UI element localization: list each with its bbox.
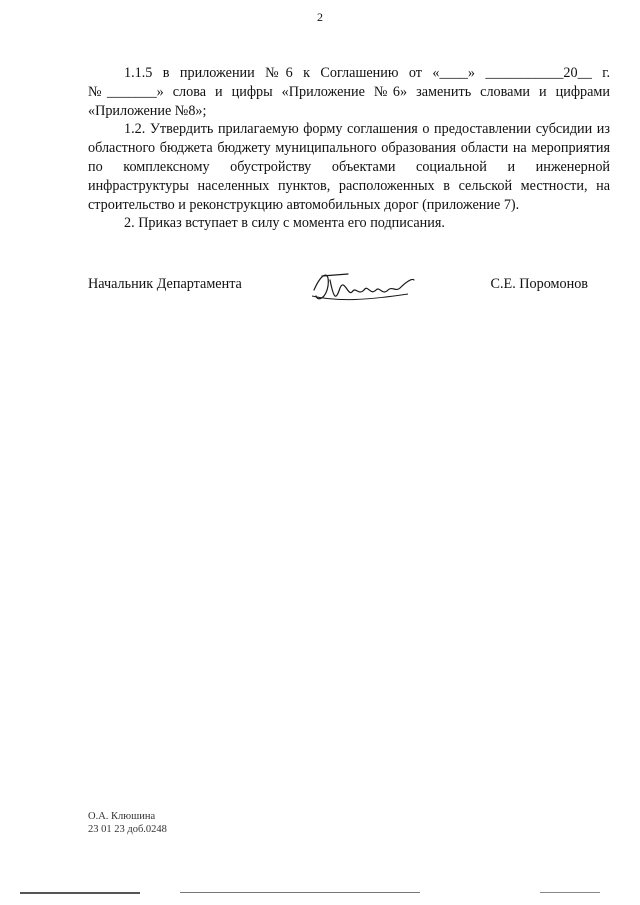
signatory-name: С.Е. Поромонов	[490, 276, 588, 292]
executor-name: О.А. Клюшина	[88, 811, 156, 822]
scan-line-segment	[20, 892, 140, 894]
signature-block	[88, 266, 588, 306]
document-body	[88, 64, 610, 233]
paragraph-2: 2. Приказ вступает в силу с момента его подписания.	[124, 215, 445, 232]
signatory-title: Начальник Департамента	[88, 276, 242, 292]
paragraph-1-2: 1.2. Утвердить прилагаемую форму соглашения о предоставлении субсидии из областного бюджета бюджету муниципального образования области на мероприятия по комплексному обустройству объектами социальной и инженерной инфраструктуры населенных пунктов, расположенных в сельской местности, на строительство и реконструкцию автомобильных дорог (приложение 7).	[88, 121, 610, 213]
executor-info	[88, 810, 167, 836]
scan-edge-line	[0, 892, 640, 893]
scan-line-segment	[180, 892, 420, 893]
paragraph-1-1-5: 1.1.5 в приложении №6 к Соглашению от «____» ___________20__ г. №_______» слова и цифры «Приложение №6» заменить словами и цифрами «Приложение №8»;	[88, 65, 610, 119]
executor-phone: 23 01 23 доб.0248	[88, 824, 167, 835]
page-number: 2	[317, 10, 323, 24]
handwritten-signature	[308, 266, 418, 306]
scan-line-segment	[540, 892, 600, 893]
